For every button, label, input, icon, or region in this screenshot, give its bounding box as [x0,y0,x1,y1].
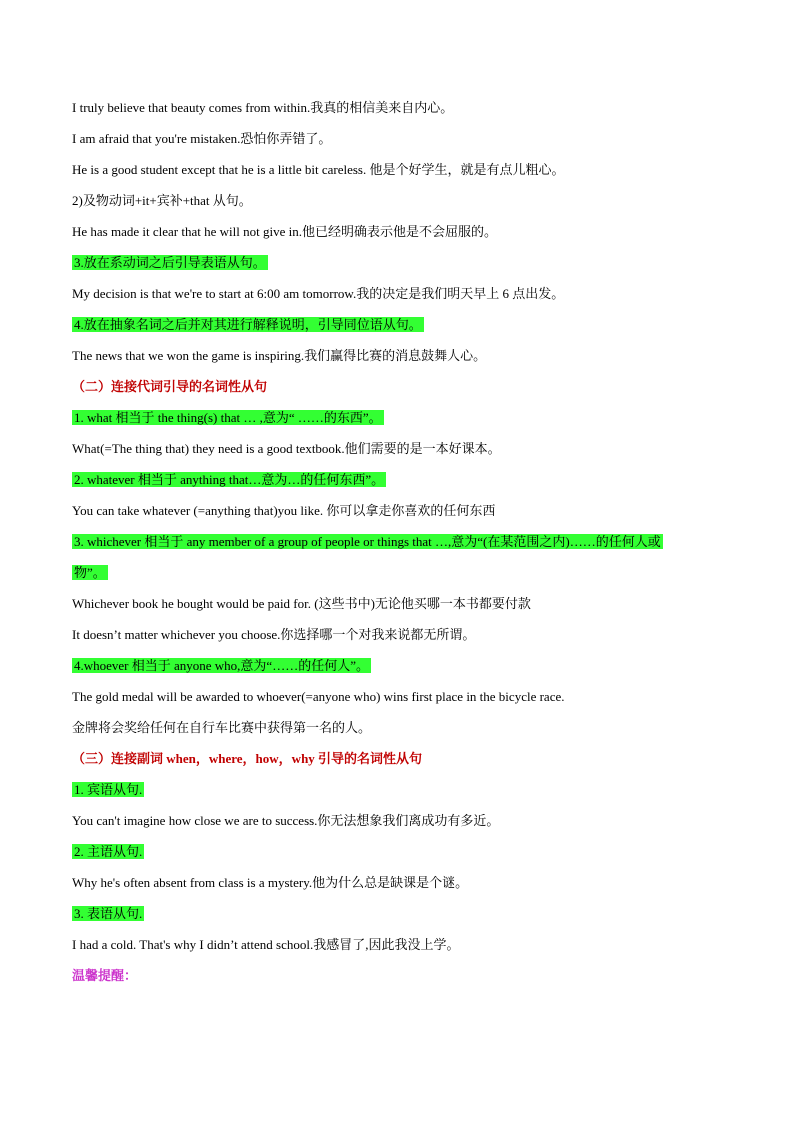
example-translation: 金牌将会奖给任何在自行车比赛中获得第一名的人。 [72,720,372,735]
highlighted-rule: 2. 主语从句. [74,844,143,859]
example-sentence: My decision is that we're to start at 6:00 am tomorrow.我的决定是我们明天早上 6 点出发。 [72,286,565,301]
example-sentence: It doesn’t matter whichever you choose.你选择哪一个对我来说都无所谓。 [72,627,476,642]
highlighted-rule: 1. what 相当于 the thing(s) that … ,意为“ ……的东西”。 [74,410,382,425]
highlighted-rule: 3. 表语从句. [74,906,143,921]
example-sentence: He has made it clear that he will not give in.他已经明确表示他是不会屈服的。 [72,224,497,239]
example-sentence: The gold medal will be awarded to whoever(=anyone who) wins first place in the bicycle race. [72,689,565,704]
example-sentence: I had a cold. That's why I didn’t attend school.我感冒了,因此我没上学。 [72,937,460,952]
highlighted-rule: 3. whichever 相当于 any member of a group of people or things that …,意为“(在某范围之内)……的任何人或 [74,534,661,549]
highlighted-rule: 4.whoever 相当于 anyone who,意为“……的任何人”。 [74,658,369,673]
section-heading: （二）连接代词引导的名词性从句 [72,379,268,394]
section-heading: （三）连接副词 when，where，how，why 引导的名词性从句 [72,751,423,766]
example-sentence: You can't imagine how close we are to success.你无法想象我们离成功有多近。 [72,813,500,828]
example-sentence: Why he's often absent from class is a mystery.他为什么总是缺课是个谜。 [72,875,469,890]
example-sentence: Whichever book he bought would be paid for. (这些书中)无论他买哪一本书都要付款 [72,596,531,611]
highlighted-rule: 3.放在系动词之后引导表语从句。 [74,255,266,270]
example-sentence: The news that we won the game is inspiring.我们赢得比赛的消息鼓舞人心。 [72,348,487,363]
highlighted-rule: 4.放在抽象名词之后并对其进行解释说明，引导同位语从句。 [74,317,422,332]
example-sentence: You can take whatever (=anything that)you like. 你可以拿走你喜欢的任何东西 [72,503,496,518]
example-sentence: I truly believe that beauty comes from within.我真的相信美来自内心。 [72,100,454,115]
example-sentence: What(=The thing that) they need is a good textbook.他们需要的是一本好课本。 [72,441,501,456]
tip-heading: 温馨提醒： [72,968,138,983]
highlighted-rule-continuation: 物”。 [74,565,106,580]
highlighted-rule: 2. whatever 相当于 anything that…意为…的任何东西”。 [74,472,385,487]
example-sentence: He is a good student except that he is a little bit careless. 他是个好学生，就是有点儿粗心。 [72,162,565,177]
highlighted-rule: 1. 宾语从句. [74,782,143,797]
example-sentence: I am afraid that you're mistaken.恐怕你弄错了。 [72,131,332,146]
rule-text: 2)及物动词+it+宾补+that 从句。 [72,193,252,208]
